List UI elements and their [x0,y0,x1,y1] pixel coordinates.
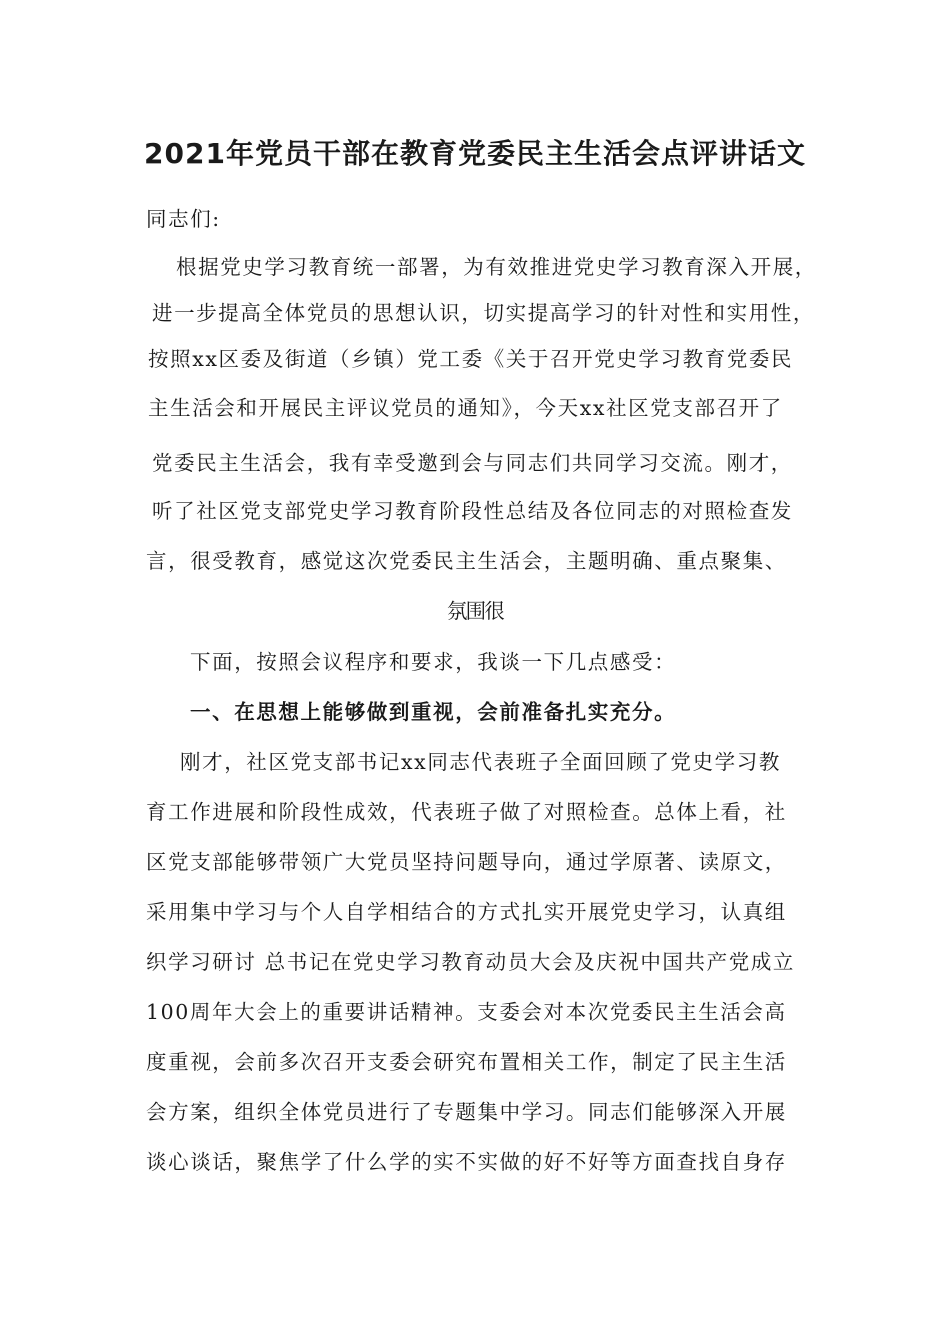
paragraph-line: 进一步提高全体党员的思想认识，切实提高学习的针对性和实用性， [152,301,815,325]
paragraph-line: 氛围很 [446,599,504,623]
salutation: 同志们: [146,207,221,231]
paragraph-line: 主生活会和开展民主评议党员的通知》，今天xx社区党支部召开了 [148,396,783,420]
paragraph-line: 度重视，会前多次召开支委会研究布置相关工作，制定了民主生活 [146,1050,787,1074]
document-title: 2021年党员干部在教育党委民主生活会点评讲话文 [144,137,806,170]
paragraph-line: 100周年大会上的重要讲话精神。支委会对本次党委民主生活会高 [146,1000,787,1024]
paragraph-line: 按照xx区委及街道（乡镇）党工委《关于召开党史学习教育党委民 [148,347,794,371]
paragraph-line: 听了社区党支部党史学习教育阶段性总结及各位同志的对照检查发 [152,499,793,523]
paragraph-line: 刚才，社区党支部书记xx同志代表班子全面回顾了党史学习教 [180,750,781,774]
paragraph-line: 根据党史学习教育统一部署，为有效推进党史学习教育深入开展， [176,255,817,279]
intro-line: 下面，按照会议程序和要求，我谈一下几点感受： [190,650,677,674]
paragraph-line: 会方案，组织全体党员进行了专题集中学习。同志们能够深入开展 [146,1100,787,1124]
paragraph-line: 言，很受教育，感觉这次党委民主生活会，主题明确、重点聚集、 [146,549,787,573]
paragraph-line: 育工作进展和阶段性成效，代表班子做了对照检查。总体上看，社 [146,800,787,824]
paragraph-line: 采用集中学习与个人自学相结合的方式扎实开展党史学习，认真组 [146,900,787,924]
paragraph-line: 区党支部能够带领广大党员坚持问题导向，通过学原著、读原文， [146,850,787,874]
paragraph-line: 党委民主生活会，我有幸受邀到会与同志们共同学习交流。刚才， [152,451,793,475]
section-heading: 一、在思想上能够做到重视，会前准备扎实充分。 [190,700,677,724]
paragraph-line: 谈心谈话，聚焦学了什么学的实不实做的好不好等方面查找自身存 [146,1150,787,1174]
paragraph-line: 织学习研讨 总书记在党史学习教育动员大会及庆祝中国共产党成立 [146,950,796,974]
